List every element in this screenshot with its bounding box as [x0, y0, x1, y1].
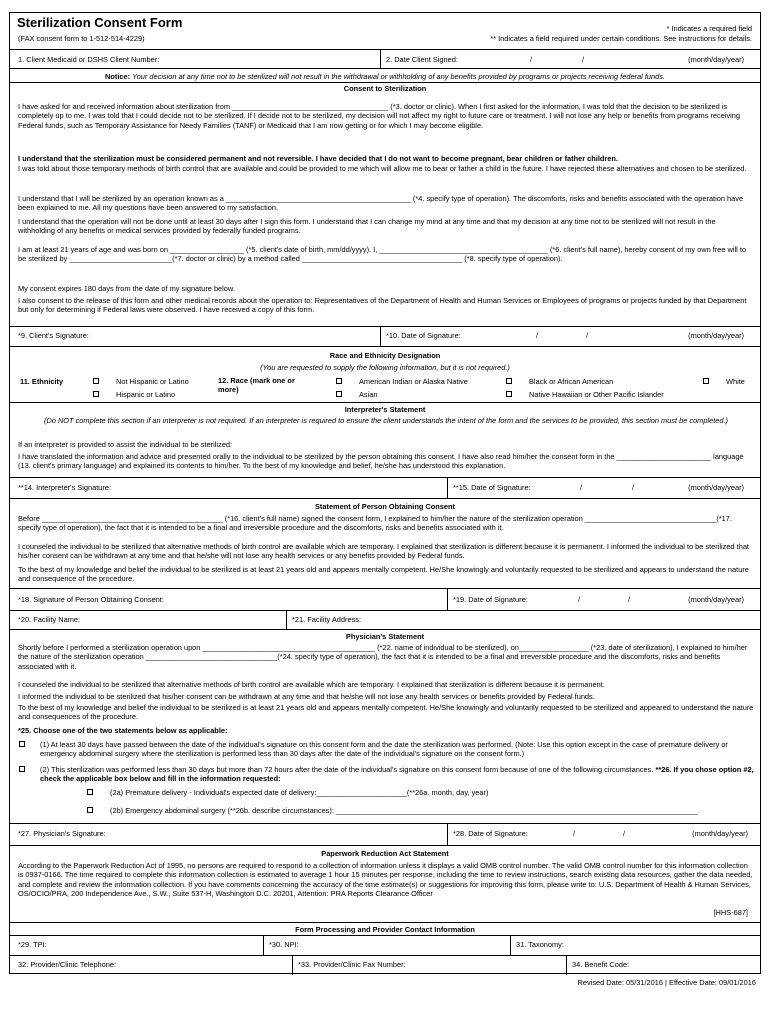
option-2b-text: (2b) Emergency abdominal surgery (**26b. describe circumstances): ________________________________________________________________________________________	[110, 806, 698, 815]
tpi-field[interactable]: *29. TPI:	[18, 940, 47, 949]
consent-paragraph: I also consent to the release of this form and other medical records about the operation to: Representatives of the Department of Health and Human Services or Employees of programs or projects funded by that Department but only for determining if Federal laws were observed. I have received a copy of this form.	[18, 296, 747, 315]
date-format: (month/day/year)	[688, 483, 744, 492]
divider	[447, 588, 448, 610]
form-frame	[9, 12, 761, 974]
obtainer-signature-date-field[interactable]: *19. Date of Signature:	[453, 595, 528, 604]
date-slash: /	[632, 483, 635, 492]
taxonomy-field[interactable]: 31. Taxonomy:	[516, 940, 564, 949]
divider	[10, 588, 760, 589]
obtaining-paragraph: Before ____________________________________________ (*16. client's full name) signed the consent form, I explained to him/her the nature of the sterilization operation ________________________________(*17. specify type of operation), the fact that it is intended to be a final and irreversible procedure and the discomforts, risks and benefits associated with it.	[18, 514, 732, 533]
interpreter-heading: Interpreter's Statement	[344, 405, 426, 414]
date-slash: /	[586, 331, 589, 340]
date-format: (month/day/year)	[688, 331, 744, 340]
date-format: (month/day/year)	[692, 829, 748, 838]
consent-paragraph: I was told about those temporary methods of birth control that are available and could be provided to me which will allow me to bear or father a child in the future. I have rejected these alternatives and chosen to be sterilized.	[18, 164, 747, 173]
physician-paragraph: I informed the individual to be sterilized that his/her consent can be withdrawn at any time and that he/she will not lose any health services or benefits provided by Federal funds.	[18, 692, 595, 701]
provider-heading: Form Processing and Provider Contact Information	[295, 925, 475, 934]
consent-paragraph: I understand that the operation will not be done until at least 30 days after I sign this form. I understand that I can change my mind at any time and that my decision at any time not to be sterilized will not result in the withholding of any benefits or medical services provided by federally funded programs.	[18, 217, 716, 236]
divider	[10, 402, 760, 403]
divider	[10, 346, 760, 347]
interpreter-note: (Do NOT complete this section if an interpreter is not required. If an interpreter is required to ensure the client understands the intent of the form and the services to be provided, this section must be completed.)	[44, 416, 728, 425]
date-client-signed-field[interactable]: 2. Date Client Signed:	[386, 55, 458, 64]
divider	[447, 823, 448, 845]
divider	[10, 326, 760, 327]
consent-paragraph: I am at least 21 years of age and was born on __________________ (*5. client's date of birth, mm/dd/yyyy). I, _________________________________________ (*6. client's full name), hereby consent of my own free will to be sterilized by _________________________(*7. doctor or clinic) by a method called _______________________________________ (*8. specify type of operation).	[18, 245, 746, 264]
fax-note: (FAX consent form to 1-512-514-4229)	[18, 34, 145, 43]
obtaining-paragraph: To the best of my knowledge and belief the individual to be sterilized is at least 21 years old and appears mentally competent. He/She knowingly and voluntarily requested to be sterilized and appears to understand the nature and consequence of the procedure.	[18, 565, 749, 584]
date-slash: /	[530, 55, 533, 64]
physician-heading: Physician's Statement	[345, 632, 425, 641]
consent-bold-statement: I understand that the sterilization must be considered permanent and not reversible. I have decided that I do not want to become pregnant, bear children or father children.	[18, 154, 618, 163]
facility-name-field[interactable]: *20. Facility Name:	[18, 615, 81, 624]
client-signature-field[interactable]: *9. Client's Signature:	[18, 331, 89, 340]
divider	[566, 955, 567, 975]
ethnicity-hispanic-checkbox[interactable]	[93, 391, 99, 397]
race-white-checkbox[interactable]	[703, 378, 709, 384]
interpreter-signature-field[interactable]: **14. Interpreter's Signature:	[18, 483, 112, 492]
race-option: White	[726, 377, 745, 386]
divider	[447, 477, 448, 498]
npi-field[interactable]: *30. NPI:	[269, 940, 299, 949]
date-slash: /	[573, 829, 576, 838]
divider	[10, 922, 760, 923]
race-asian-checkbox[interactable]	[336, 391, 342, 397]
option-2-checkbox[interactable]	[19, 766, 25, 772]
date-slash: /	[578, 595, 581, 604]
ethnicity-not-hispanic-checkbox[interactable]	[93, 378, 99, 384]
pra-text: According to the Paperwork Reduction Act of 1995, no persons are required to respond to a collection of information unless it displays a valid OMB control number. The valid OMB control number for this information collection is 0937-0166. The time required to complete this information collection is estimated to average 1 hour 15 minutes per response, including the time to review instructions, search existing data resources, gather the data needed, and complete and review the information collection. If you have comments concerning the accuracy of the time estimate(s) or suggestions for improving this form, please write to: U.S. Department of Health & Human Services, OS/OCIO/PRA, 200 Independence Ave., S.W., Suite 537-H, Washington D.C. 20201, Attention: PRA Reports Clearance Officer	[18, 861, 753, 898]
race-subheading: (You are requested to supply the following information, but it is not required.)	[260, 363, 510, 372]
option-1-checkbox[interactable]	[19, 741, 25, 747]
option-2a-text: (2a) Premature delivery - Individual's expected date of delivery:______________________(**26a. month, day, year)	[110, 788, 489, 797]
divider	[10, 610, 760, 611]
divider	[10, 49, 760, 50]
notice-text: Your decision at any time not to be sterilized will not result in the withdrawal or withholding of any benefits provided by programs or projects receiving federal funds.	[132, 72, 665, 81]
obtaining-heading: Statement of Person Obtaining Consent	[314, 502, 456, 511]
interpreter-paragraph: I have translated the information and advice and presented orally to the individual to be sterilized by the person obtaining this consent. I have also read him/her the consent form in the _______________________ language (13. client's primary language) and explained its contents to him/her. To the best of my knowledge and belief, he/she has understood this explanation.	[18, 452, 744, 471]
divider	[10, 955, 760, 956]
race-black-checkbox[interactable]	[506, 378, 512, 384]
provider-fax-field[interactable]: *33. Provider/Clinic Fax Number:	[298, 960, 406, 969]
option-2a-checkbox[interactable]	[87, 789, 93, 795]
divider	[10, 629, 760, 630]
physician-paragraph: I counseled the individual to be sterilized that alternative methods of birth control are available which are temporary. I explained that sterilization is different because it is permanent.	[18, 680, 605, 689]
physician-signature-date-field[interactable]: *28. Date of Signature:	[453, 829, 528, 838]
divider	[10, 82, 760, 83]
divider	[10, 823, 760, 824]
race-american-indian-checkbox[interactable]	[336, 378, 342, 384]
form-code: [HHS-687]	[713, 908, 748, 917]
race-option: American Indian or Alaska Native	[359, 377, 468, 386]
divider	[10, 845, 760, 846]
consent-heading: Consent to Sterilization	[343, 84, 427, 93]
physician-paragraph: To the best of my knowledge and belief the individual to be sterilized is at least 21 years old and appears mentally competent. He/She knowingly and voluntarily requested to be sterilized and appeared to understand the nature and consequences of the procedure.	[18, 703, 754, 722]
date-format: (month/day/year)	[688, 595, 744, 604]
obtaining-paragraph: I counseled the individual to be sterilized that alternative methods of birth control are available which are temporary. I explained that sterilization is different because it is permanent. I informed the individual to be sterilized that his/her consent can be withdrawn at any time and that he/she will not lose any health services or any benefits provided by Federal funds.	[18, 542, 749, 561]
ethnicity-option: Not Hispanic or Latino	[116, 377, 189, 386]
date-slash: /	[628, 595, 631, 604]
ethnicity-label: 11. Ethnicity	[20, 377, 64, 386]
option-2-text	[40, 765, 754, 784]
date-slash: /	[536, 331, 539, 340]
race-option: Native Hawaiian or Other Pacific Islander	[529, 390, 664, 399]
required-note: * Indicates a required field	[666, 24, 752, 33]
interpreter-signature-date-field[interactable]: **15. Date of Signature:	[453, 483, 531, 492]
provider-phone-field[interactable]: 32. Provider/Clinic Telephone:	[18, 960, 117, 969]
option-1-text: (1) At least 30 days have passed between the date of the individual's signature on this consent form and the date the sterilization was performed. (Note: Use this option except in the case of premature delivery or emergency abdominal surgery where the sterilization is performed less than 30 days after the date of the individual's signature on the consent form.)	[40, 740, 728, 759]
option-2b-checkbox[interactable]	[87, 807, 93, 813]
benefit-code-field[interactable]: 34. Benefit Code:	[572, 960, 630, 969]
notice	[10, 72, 760, 81]
divider	[510, 935, 511, 955]
divider	[263, 935, 264, 955]
option-2-instruction: **26. If you chose option #2, check the applicable box below and fill in the information requested:	[40, 765, 754, 784]
obtainer-signature-field[interactable]: *18. Signature of Person Obtaining Consent:	[18, 595, 164, 604]
divider	[10, 498, 760, 499]
date-slash: /	[623, 829, 626, 838]
divider	[380, 49, 381, 68]
physician-choose-instruction: *25. Choose one of the two statements below as applicable:	[18, 726, 228, 735]
divider	[292, 955, 293, 975]
date-format: (month/day/year)	[688, 55, 744, 64]
notice-label: Notice:	[105, 72, 131, 81]
physician-signature-field[interactable]: *27. Physician's Signature:	[18, 829, 106, 838]
divider	[10, 477, 760, 478]
race-heading: Race and Ethnicity Designation	[329, 351, 441, 360]
date-slash: /	[582, 55, 585, 64]
consent-paragraph: I understand that I will be sterilized by an operation known as a _____________________________________________ (*4. specify type of operation). The discomforts, risks and benefits associated with the operation have been explained to me. All my questions have been answered to my satisfaction.	[18, 194, 744, 213]
divider	[10, 68, 760, 69]
client-signature-date-field[interactable]: *10. Date of Signature:	[386, 331, 461, 340]
conditional-note: ** Indicates a field required under certain conditions. See instructions for details.	[490, 34, 752, 43]
medicaid-number-field[interactable]: 1. Client Medicaid or DSHS Client Number:	[18, 55, 160, 64]
divider	[10, 935, 760, 936]
race-option: Asian	[359, 390, 378, 399]
race-option: Black or African American	[529, 377, 614, 386]
facility-address-field[interactable]: *21. Facility Address:	[292, 615, 362, 624]
interpreter-paragraph: If an interpreter is provided to assist the individual to be sterilized:	[18, 440, 233, 449]
consent-paragraph: I have asked for and received information about sterilization from ______________________________________ (*3. doctor or clinic). When I first asked for the information, I was told that the decision to be sterilized is completely up to me. I was told that I could decide not to be sterilized. If I decide not to be sterilized, my decision will not affect my right to future care or treatment. I will not lose any help or benefits from programs receiving Federal funds, such as Temporary Assistance for Needy Families (TANF) or Medicaid that I am now getting or for which I may become eligible.	[18, 102, 741, 130]
consent-paragraph: My consent expires 180 days from the date of my signature below.	[18, 284, 235, 293]
divider	[286, 610, 287, 629]
form-title: Sterilization Consent Form	[17, 15, 183, 30]
race-label: 12. Race (mark one or more)	[218, 376, 295, 395]
pra-heading: Paperwork Reduction Act Statement	[321, 849, 449, 858]
divider	[380, 326, 381, 346]
date-slash: /	[580, 483, 583, 492]
physician-paragraph: Shortly before I performed a sterilization operation upon __________________________________________ (*22. name of individual to be sterilized), on_________________ (*23. date of sterilization), I explained to him/her the nature of the sterilization operation ________________________________(*24. specify type of operation), the fact that it is intended to be a final and irreversible procedure and the discomforts, risks and benefits associated with it.	[18, 643, 748, 671]
race-pacific-islander-checkbox[interactable]	[506, 391, 512, 397]
ethnicity-option: Hispanic or Latino	[116, 390, 176, 399]
revision-footer: Revised Date: 05/31/2016 | Effective Date: 09/01/2016	[577, 978, 756, 987]
option-2-statement: (2) This sterilization was performed less than 30 days but more than 72 hours after the date of the individual's signature on this consent form because of one of the following circumstances.	[40, 765, 654, 774]
